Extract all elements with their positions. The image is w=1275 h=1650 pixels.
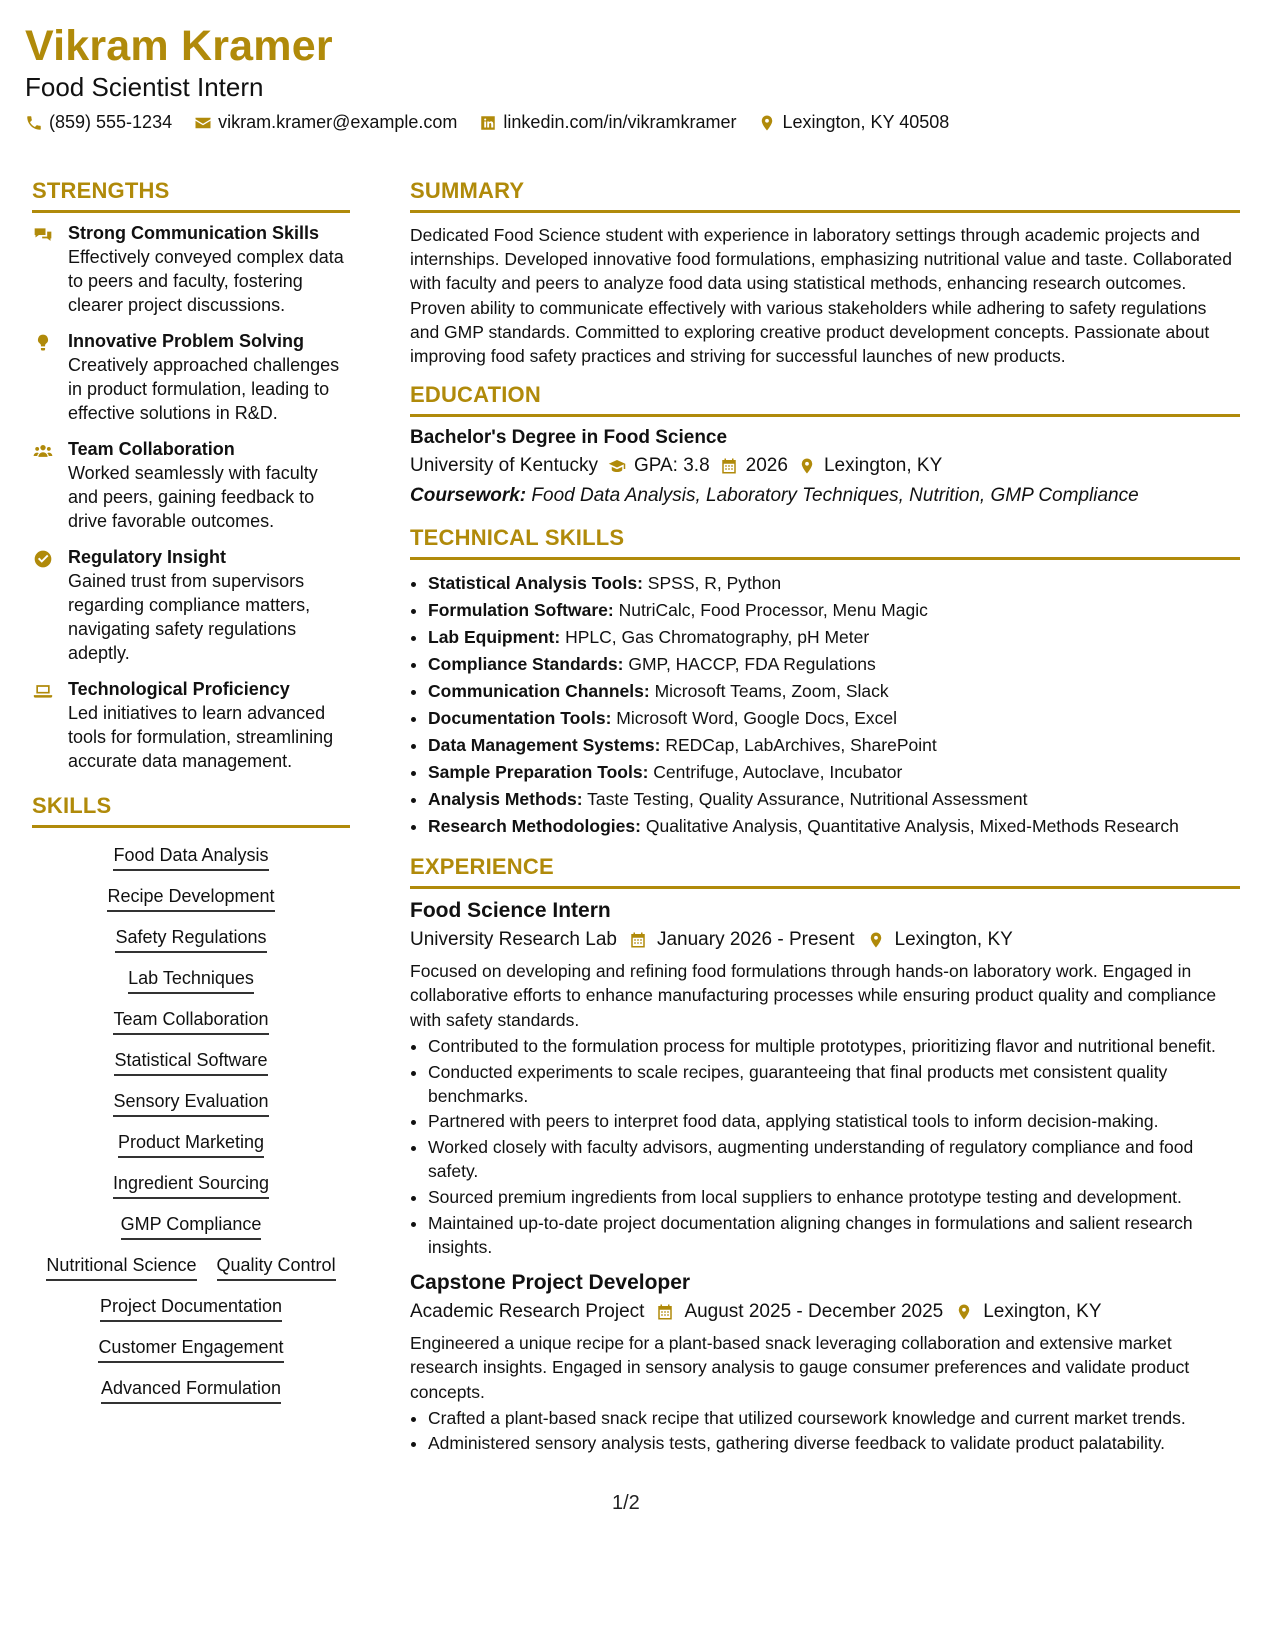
job-meta <box>410 1301 1240 1323</box>
education-location-item <box>798 455 942 477</box>
job-org: Academic Research Project <box>410 1301 645 1323</box>
summary-text: Dedicated Food Science student with experience in laboratory settings through academic projects and internships. Developed innovative food formulations, emphasizing nutritional value and taste. Collaborated with faculty and peers to analyze food data using statistical methods, enhancing research outcomes. Proven ability to communicate effectively with various stakeholders while adhering to safety regulations and GMP standards. Committed to exploring creative product development concepts. Passionate about improving food safety practices and striving for successful launches of new products. <box>410 225 1233 367</box>
contact-email[interactable] <box>194 112 457 133</box>
tech-skill-label: Data Management Systems: <box>428 735 661 756</box>
list-item: • Conducted experiments to scale recipes, guaranteeing that final products met consistent quality benchmarks. <box>428 1060 1240 1108</box>
tech-skill-label: Statistical Analysis Tools: <box>428 573 643 594</box>
skill-chip: Project Documentation <box>100 1296 282 1322</box>
location-text: Lexington, KY 40508 <box>782 112 950 132</box>
linkedin-text: linkedin.com/in/vikramkramer <box>503 112 737 132</box>
skill-row <box>32 1172 350 1194</box>
coursework-list: Food Data Analysis, Laboratory Techniques, Nutrition, GMP Compliance <box>531 485 1139 507</box>
job-location: Lexington, KY <box>983 1301 1102 1323</box>
tech-skill-label: Lab Equipment: <box>428 627 561 648</box>
calendar-icon <box>656 1303 674 1321</box>
skill-row <box>32 1336 350 1358</box>
list-item <box>428 624 1240 651</box>
list-item <box>428 651 1240 678</box>
strength-item <box>32 223 350 317</box>
calendar-icon <box>629 931 647 949</box>
job-title: Food Science Intern <box>410 899 611 923</box>
email-text: vikram.kramer@example.com <box>218 112 458 132</box>
list-item: • Sourced premium ingredients from local suppliers to enhance prototype testing and development. <box>428 1185 1240 1209</box>
tech-skill-value: Qualitative Analysis, Quantitative Analysis, Mixed-Methods Research <box>645 816 1179 837</box>
strength-item <box>32 439 350 533</box>
linkedin-icon <box>479 114 497 132</box>
skill-chip: Safety Regulations <box>115 927 266 953</box>
tech-skill-value: Microsoft Word, Google Docs, Excel <box>616 708 898 729</box>
list-item: • Crafted a plant-based snack recipe that utilized coursework knowledge and current market trends. <box>428 1406 1240 1430</box>
list-item <box>428 678 1240 705</box>
coursework-label: Coursework: <box>410 485 527 507</box>
list-item: • Administered sensory analysis tests, gathering diverse feedback to validate product palatability. <box>428 1431 1240 1455</box>
list-item: • Worked closely with faculty advisors, augmenting understanding of regulatory compliance and food safety. <box>428 1135 1240 1183</box>
tech-skill-value: REDCap, LabArchives, SharePoint <box>665 735 937 756</box>
skills-list <box>32 838 350 1399</box>
education-degree: Bachelor's Degree in Food Science <box>410 427 728 449</box>
job-dates-item <box>656 1301 943 1323</box>
list-item <box>428 570 1240 597</box>
strength-item <box>32 331 350 425</box>
skill-row <box>32 1377 350 1399</box>
skill-row <box>32 1049 350 1071</box>
users-icon <box>32 441 54 461</box>
contact-bar <box>25 112 949 133</box>
strength-desc: Worked seamlessly with faculty and peers, gaining feedback to drive favorable outcomes. <box>68 463 318 531</box>
education-school: University of Kentucky <box>410 455 598 477</box>
job-description: Focused on developing and refining food formulations through hands-on laboratory work. Engaged in collaborative efforts to enhance manufacturing processes while ensuring product quality and compliance with safety standards. <box>410 961 1217 1030</box>
strength-desc: Led initiatives to learn advanced tools for formulation, streamlining accurate data management. <box>68 703 334 771</box>
phone-text: (859) 555-1234 <box>49 112 173 132</box>
map-pin-icon <box>955 1303 973 1321</box>
map-pin-icon <box>798 457 816 475</box>
education-gpa-item <box>608 455 710 477</box>
strength-item <box>32 547 350 665</box>
strength-title: Regulatory Insight <box>68 547 227 567</box>
list-item <box>428 813 1240 840</box>
job-bullets <box>410 1406 1240 1456</box>
map-pin-icon <box>867 931 885 949</box>
strength-title: Team Collaboration <box>68 439 235 459</box>
candidate-title: Food Scientist Intern <box>25 72 264 102</box>
strength-title: Strong Communication Skills <box>68 223 320 243</box>
skill-row <box>32 1008 350 1030</box>
skill-chip: Recipe Development <box>107 886 274 912</box>
education-year: 2026 <box>745 455 788 477</box>
skill-chip: Quality Control <box>217 1255 336 1281</box>
job-location-item <box>955 1301 1101 1323</box>
tech-skill-value: HPLC, Gas Chromatography, pH Meter <box>565 627 870 648</box>
strength-desc: Effectively conveyed complex data to peers and faculty, fostering clearer project discussions. <box>68 247 344 315</box>
tech-skill-value: NutriCalc, Food Processor, Menu Magic <box>618 600 928 621</box>
map-pin-icon <box>758 114 776 132</box>
job-bullets <box>410 1034 1240 1259</box>
skill-chip: Customer Engagement <box>98 1337 283 1363</box>
graduation-cap-icon <box>608 457 626 475</box>
skill-row <box>32 1131 350 1153</box>
list-item: • Partnered with peers to interpret food data, applying statistical tools to inform decision-making. <box>428 1109 1240 1133</box>
skill-row <box>32 926 350 948</box>
education-coursework <box>410 485 1240 507</box>
tech-skill-label: Documentation Tools: <box>428 708 612 729</box>
strength-desc: Creatively approached challenges in product formulation, leading to effective solutions in R&D. <box>68 355 340 423</box>
phone-icon <box>25 114 43 132</box>
skill-row <box>32 1213 350 1235</box>
skill-chip: Advanced Formulation <box>101 1378 281 1404</box>
list-item <box>428 759 1240 786</box>
skill-row <box>32 1090 350 1112</box>
skill-row <box>32 885 350 907</box>
skill-chip: Food Data Analysis <box>113 845 268 871</box>
skill-chip: Sensory Evaluation <box>113 1091 268 1117</box>
tech-skill-label: Sample Preparation Tools: <box>428 762 649 783</box>
experience-heading: EXPERIENCE <box>410 854 1240 889</box>
technical-skills-heading: TECHNICAL SKILLS <box>410 525 1240 560</box>
job-dates: January 2026 - Present <box>656 929 855 951</box>
list-item: • Maintained up-to-date project documentation aligning changes in formulations and salient research insights. <box>428 1211 1240 1259</box>
skill-chip: GMP Compliance <box>121 1214 262 1240</box>
left-column <box>32 178 350 1399</box>
education-year-item <box>720 455 788 477</box>
contact-location <box>758 112 949 133</box>
calendar-icon <box>720 457 738 475</box>
skill-row <box>32 967 350 989</box>
tech-skill-value: SPSS, R, Python <box>647 573 782 594</box>
job-location: Lexington, KY <box>894 929 1013 951</box>
job-dates: August 2025 - December 2025 <box>684 1301 944 1323</box>
tech-skill-value: Centrifuge, Autoclave, Incubator <box>653 762 903 783</box>
lightbulb-icon <box>32 333 54 353</box>
tech-skill-label: Compliance Standards: <box>428 654 624 675</box>
strength-title: Innovative Problem Solving <box>68 331 305 351</box>
laptop-icon <box>32 681 54 701</box>
job-title: Capstone Project Developer <box>410 1271 691 1295</box>
comments-icon <box>32 225 54 245</box>
contact-phone[interactable] <box>25 112 172 133</box>
skill-row <box>32 844 350 866</box>
skill-row <box>32 1295 350 1317</box>
skill-chip: Team Collaboration <box>113 1009 268 1035</box>
right-column <box>410 178 1240 1457</box>
job-dates-item <box>629 929 855 951</box>
job-description: Engineered a unique recipe for a plant-based snack leveraging collaboration and extensive market research insights. Engaged in sensory analysis to gauge consumer preferences and validate product concepts. <box>410 1333 1190 1402</box>
tech-skill-label: Analysis Methods: <box>428 789 583 810</box>
tech-skill-value: GMP, HACCP, FDA Regulations <box>628 654 876 675</box>
job-location-item <box>867 929 1013 951</box>
tech-skill-value: Taste Testing, Quality Assurance, Nutritional Assessment <box>587 789 1028 810</box>
list-item: • Contributed to the formulation process for multiple prototypes, prioritizing flavor and nutritional benefit. <box>428 1034 1240 1058</box>
job-meta <box>410 929 1240 951</box>
list-item <box>428 597 1240 624</box>
education-gpa: GPA: 3.8 <box>633 455 710 477</box>
skill-chip: Statistical Software <box>114 1050 267 1076</box>
strengths-heading: STRENGTHS <box>32 178 350 213</box>
education-location: Lexington, KY <box>823 455 943 477</box>
skills-heading: SKILLS <box>32 793 350 828</box>
skill-chip: Nutritional Science <box>46 1255 196 1281</box>
education-details <box>410 455 1240 477</box>
summary-heading: SUMMARY <box>410 178 1240 213</box>
experience-entry <box>410 899 1240 1259</box>
list-item <box>428 786 1240 813</box>
list-item <box>428 705 1240 732</box>
skill-chip: Product Marketing <box>118 1132 264 1158</box>
strength-item <box>32 679 350 773</box>
experience-entry <box>410 1271 1240 1456</box>
education-heading: EDUCATION <box>410 382 1240 417</box>
technical-skills-list <box>410 570 1240 840</box>
strength-desc: Gained trust from supervisors regarding compliance matters, navigating safety regulations adeptly. <box>68 571 311 663</box>
tech-skill-label: Formulation Software: <box>428 600 614 621</box>
strength-title: Technological Proficiency <box>68 679 290 699</box>
job-org: University Research Lab <box>410 929 617 951</box>
skill-chip: Ingredient Sourcing <box>113 1173 269 1199</box>
tech-skill-value: Microsoft Teams, Zoom, Slack <box>654 681 889 702</box>
envelope-icon <box>194 114 212 132</box>
candidate-name: Vikram Kramer <box>25 22 333 70</box>
check-circle-icon <box>32 549 54 569</box>
skill-chip: Lab Techniques <box>128 968 254 994</box>
list-item <box>428 732 1240 759</box>
tech-skill-label: Communication Channels: <box>428 681 650 702</box>
skill-row <box>32 1254 350 1276</box>
page-number: 1/2 <box>612 1492 640 1514</box>
contact-linkedin[interactable] <box>479 112 736 133</box>
tech-skill-label: Research Methodologies: <box>428 816 641 837</box>
